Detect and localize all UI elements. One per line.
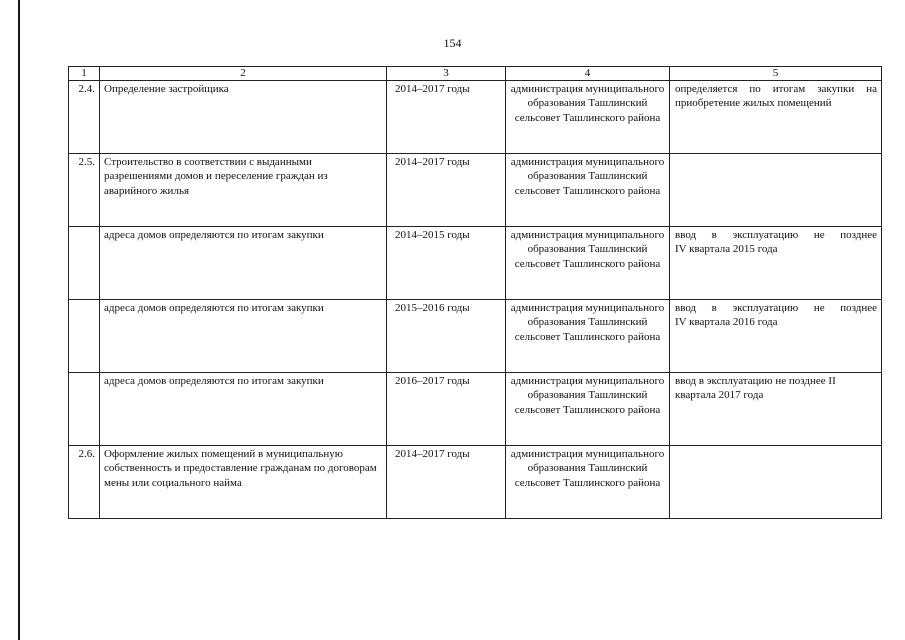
page-number: 154: [443, 36, 462, 50]
row-period: 2014–2017 годы: [387, 446, 506, 519]
row-result: [670, 154, 882, 227]
table-row: [69, 373, 882, 446]
row-result: [670, 81, 882, 154]
row-result-line: ввод в эксплуатацию не позднее: [675, 229, 877, 241]
row-result-line: IV квартала 2015 года: [675, 243, 778, 256]
row-executor: администрация муниципального образования Ташлинский сельсовет Ташлинского района: [506, 300, 670, 373]
row-executor: администрация муниципального образования Ташлинский сельсовет Ташлинского района: [506, 446, 670, 519]
row-result: [670, 227, 882, 300]
row-activity: Оформление жилых помещений в муниципальную собственность и предоставление гражданам по договорам мены или социального найма: [100, 446, 387, 519]
table-header-row: [69, 67, 882, 81]
row-executor: администрация муниципального образования Ташлинский сельсовет Ташлинского района: [506, 373, 670, 446]
header-cell: 1: [69, 67, 100, 81]
row-number: [69, 227, 100, 300]
table-row: [69, 154, 882, 227]
row-activity: Определение застройщика: [100, 81, 387, 154]
row-activity: адреса домов определяются по итогам закупки: [100, 300, 387, 373]
row-number: [69, 373, 100, 446]
header-cell: 4: [506, 67, 670, 81]
table-row: [69, 300, 882, 373]
row-number: 2.5.: [69, 154, 100, 227]
table-row: [69, 446, 882, 519]
table-row: [69, 227, 882, 300]
header-cell: 5: [670, 67, 882, 81]
row-period: 2014–2017 годы: [387, 81, 506, 154]
row-result-line: определяется по итогам закупки на: [675, 83, 877, 95]
header-cell: 3: [387, 67, 506, 81]
plan-table: [68, 66, 882, 519]
row-activity: адреса домов определяются по итогам закупки: [100, 373, 387, 446]
row-activity: Строительство в соответствии с выданными разрешениями домов и переселение граждан из аварийного жилья: [100, 154, 387, 227]
row-result-line: приобретение жилых помещений: [675, 97, 832, 110]
row-result: [670, 373, 882, 446]
table-row: [69, 81, 882, 154]
row-executor: администрация муниципального образования Ташлинский сельсовет Ташлинского района: [506, 81, 670, 154]
row-period: 2015–2016 годы: [387, 300, 506, 373]
row-result: [670, 446, 882, 519]
row-number: 2.4.: [69, 81, 100, 154]
row-result: [670, 300, 882, 373]
scan-edge-line: [18, 0, 20, 640]
header-cell: 2: [100, 67, 387, 81]
row-activity: адреса домов определяются по итогам закупки: [100, 227, 387, 300]
row-period: 2014–2015 годы: [387, 227, 506, 300]
row-result-line: IV квартала 2016 года: [675, 316, 778, 329]
row-executor: администрация муниципального образования Ташлинский сельсовет Ташлинского района: [506, 154, 670, 227]
row-result-line: ввод в эксплуатацию не позднее: [675, 375, 826, 387]
row-result-line: ввод в эксплуатацию не позднее: [675, 302, 877, 314]
row-period: 2016–2017 годы: [387, 373, 506, 446]
row-result-line: II квартала 2017 года: [675, 375, 836, 402]
row-executor: администрация муниципального образования Ташлинский сельсовет Ташлинского района: [506, 227, 670, 300]
row-number: 2.6.: [69, 446, 100, 519]
row-number: [69, 300, 100, 373]
row-period: 2014–2017 годы: [387, 154, 506, 227]
